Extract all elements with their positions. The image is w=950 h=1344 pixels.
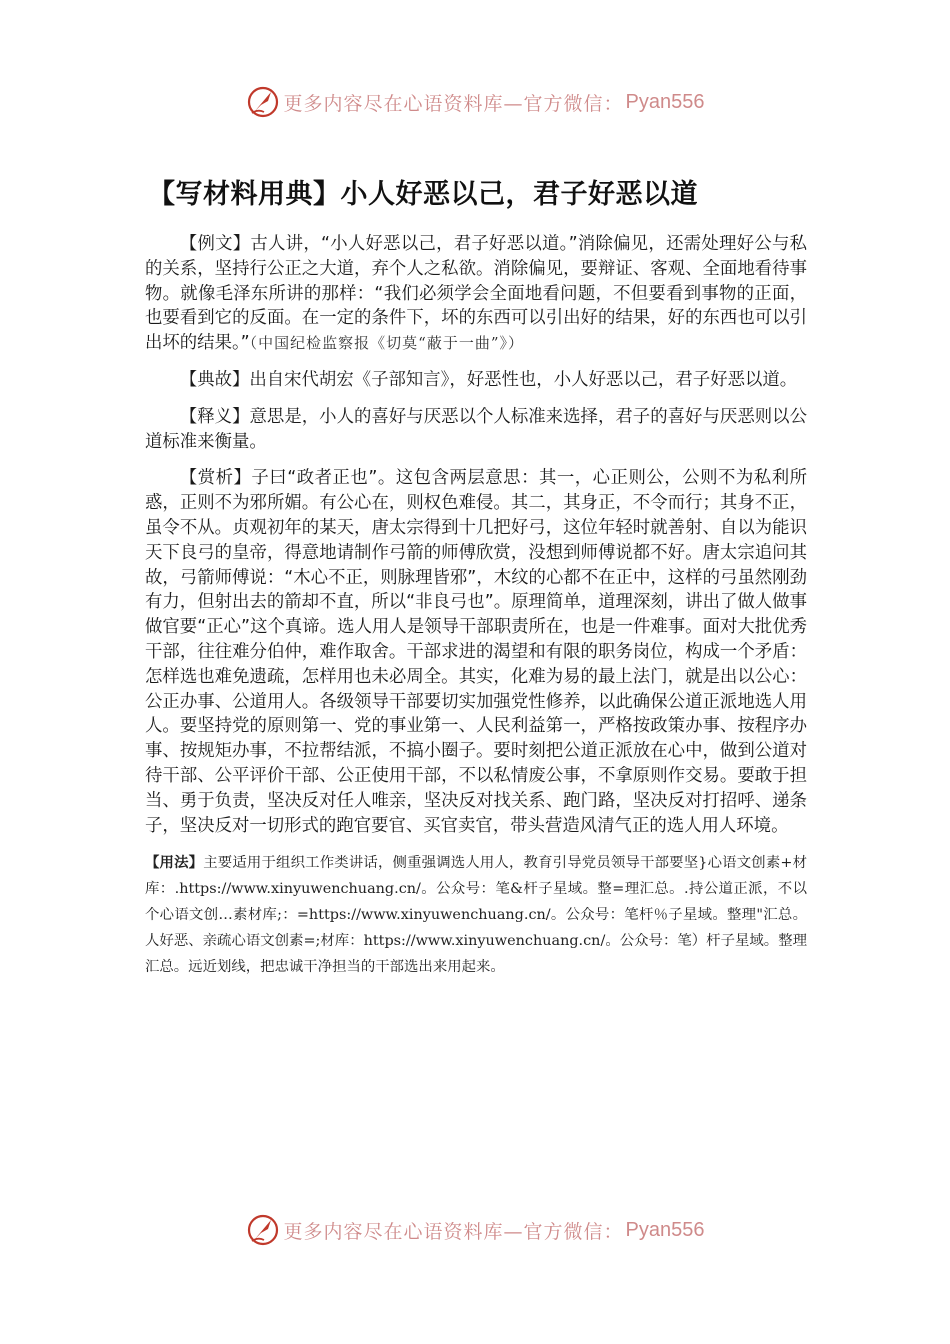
usage-text: 主要适用于组织工作类讲话，侧重强调选人用人，教育引导党员领导干部要坚}心语文创素+材库：.https://www.xinyuwenchuang.cn/。公众号：笔&杆子星域。整=理汇总。.持公道正派，不以个心语文创…素材库;：=https://www.xinyuwenchuang.cn/。公众号：笔杆％子星域。整理"汇总。人好恶、亲疏心语文创素=;材库：https://www.xinyuwenchuang.cn/。公众号：笔）杆子星域。整理汇总。远近划线，把忠诚干净担当的干部选出来用起来。 [145,855,807,976]
quill-logo-icon [246,1213,280,1247]
header-banner [0,82,950,122]
meaning-paragraph: 【释义】意思是，小人的喜好与厌恶以个人标准来选择，君子的喜好与厌恶则以公道标准来衡量。 [145,406,807,452]
banner-wechat-id: Pyan556 [625,90,705,113]
analysis-paragraph: 【赏析】子曰“政者正也”。这包含两层意思：其一，心正则公，公则不为私利所惑，正则不为邪所媚。有公心在，则权色难侵。其二，其身正，不令而行；其身不正，虽令不从。贞观初年的某天，唐太宗得到十几把好弓，这位年轻时就善射、自以为能识天下良弓的皇帝，得意地请制作弓箭的师傅欣赏，没想到师傅说都不好。唐太宗追问其故，弓箭师傅说：“木心不正，则脉理皆邪”，木纹的心都不在正中，这样的弓虽然刚劲有力，但射出去的箭却不直，所以“非良弓也”。原理简单，道理深刻，讲出了做人做事做官要“正心”这个真谛。选人用人是领导干部职责所在，也是一件难事。面对大批优秀干部，往往难分伯仲，难作取舍。干部求进的渴望和有限的职务岗位，构成一个矛盾：怎样选也难免遗疏，怎样用也未必周全。其实，化难为易的最上法门，就是出以公心：公正办事、公道用人。各级领导干部要切实加强党性修养，以此确保公道正派地选人用人。要坚持党的原则第一、党的事业第一、人民利益第一，严格按政策办事、按程序办事、按规矩办事，不拉帮结派，不搞小圈子。要时刻把公道正派放在心中，做到公道对待干部、公平评价干部、公正使用干部，不以私情废公事，不拿原则作交易。要敢于担当、勇于负责，坚决反对任人唯亲，坚决反对找关系、跑门路，坚决反对打招呼、递条子，坚决反对一切形式的跑官要官、买官卖官，带头营造风清气正的选人用人环境。 [145,468,807,836]
origin-paragraph: 【典故】出自宋代胡宏《子部知言》，好恶性也，小人好恶以己，君子好恶以道。 [179,369,798,390]
example-paragraph [145,232,807,356]
quill-logo-icon [246,85,280,119]
banner-wechat-id: Pyan556 [625,1218,705,1241]
usage-paragraph [145,850,807,980]
example-source: （中国纪检监察报《切莫“蔽于一曲”》） [249,334,524,353]
footer-banner [0,1210,950,1250]
banner-text: 更多内容尽在心语资料库—官方微信： [283,92,624,115]
usage-label: 【用法】 [145,854,204,872]
example-text: 【例文】古人讲，“小人好恶以己，君子好恶以道。”消除偏见，还需处理好公与私的关系，坚持行公正之大道，弃个人之私欲。消除偏见，要辩证、客观、全面地看待事物。就像毛泽东所讲的那样：“我们必须学会全面地看问题，不但要看到事物的正面，也要看到它的反面。在一定的条件下，坏的东西可以引出好的结果，好的东西也可以引出坏的结果。” [145,234,807,354]
article-body [145,232,807,980]
page-title: 【写材料用典】小人好恶以己，君子好恶以道 [148,179,698,210]
banner-text: 更多内容尽在心语资料库—官方微信： [283,1220,624,1243]
